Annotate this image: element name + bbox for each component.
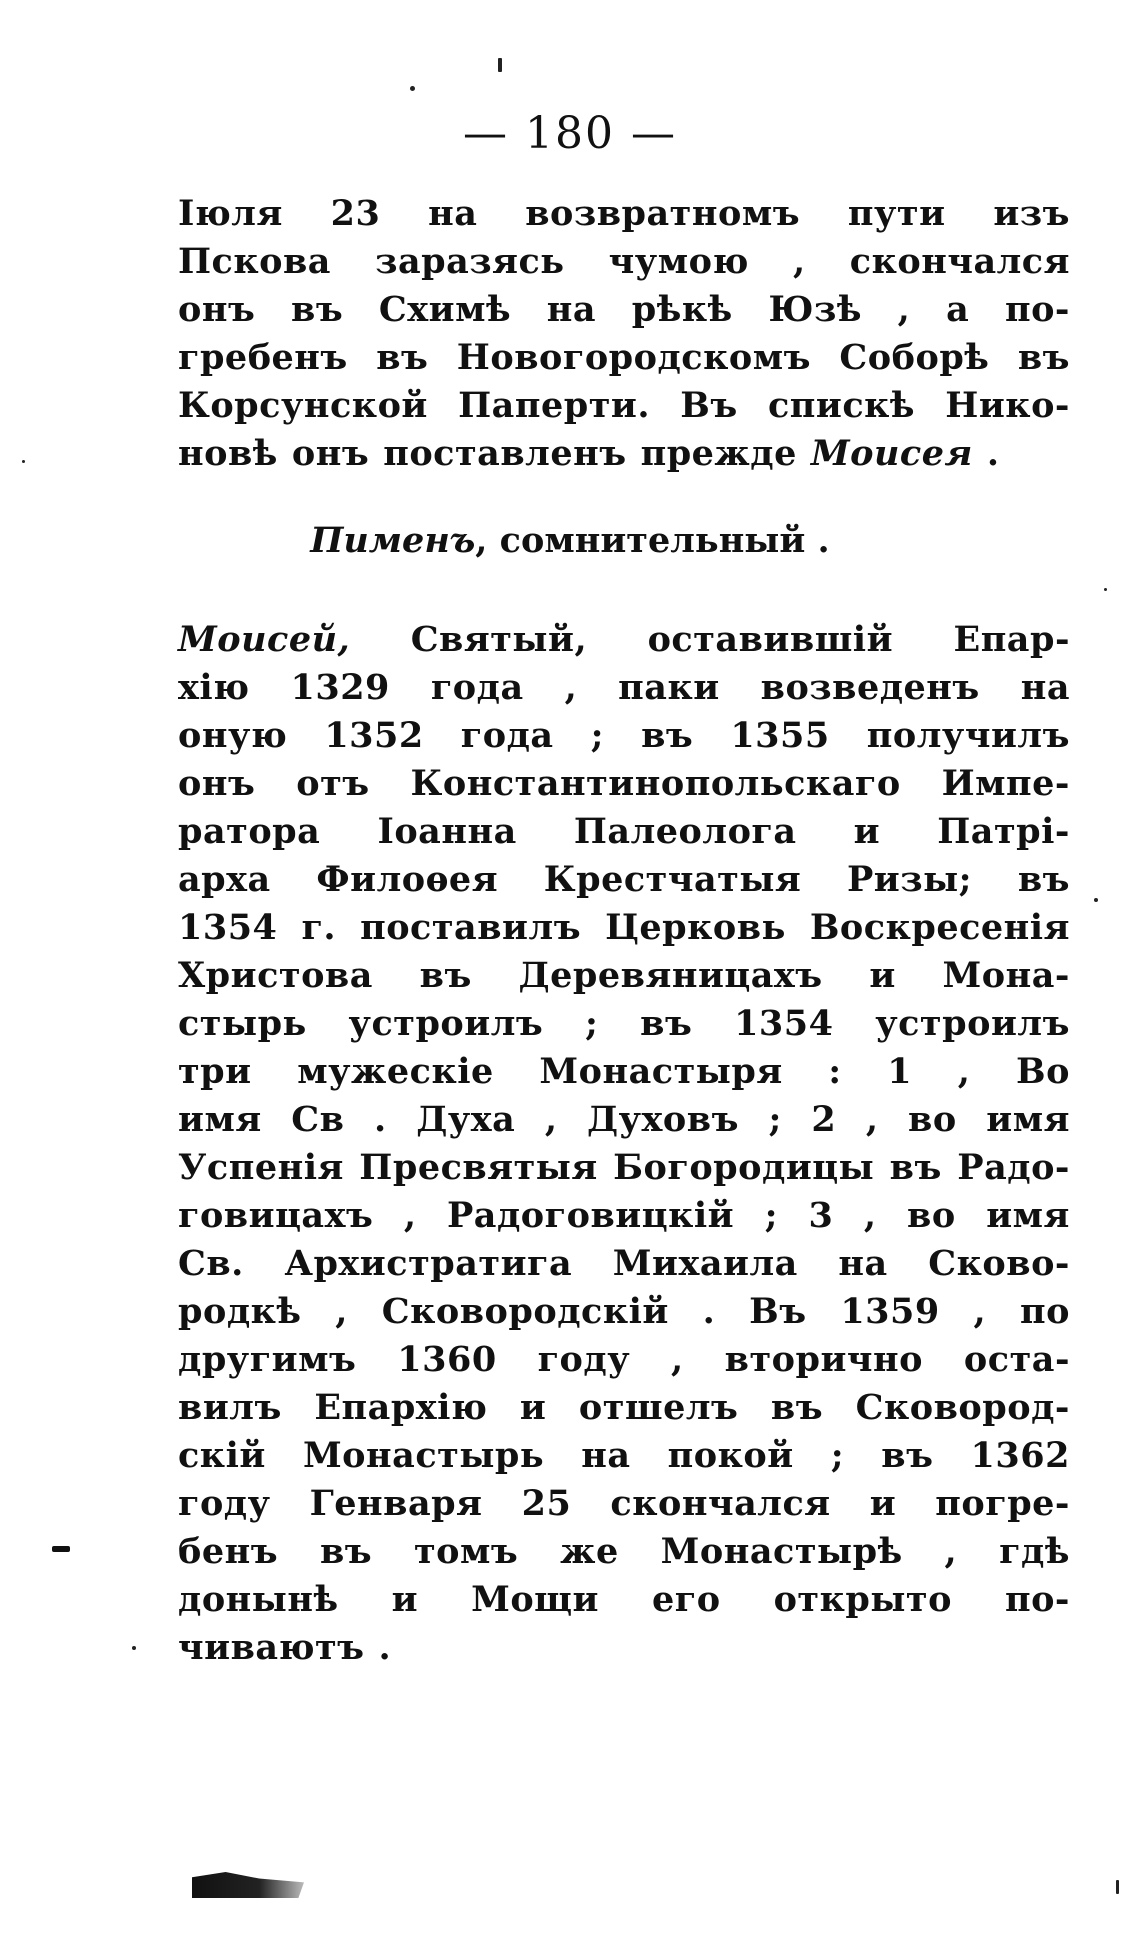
- word: ,: [865, 1099, 879, 1140]
- word: ,: [403, 1195, 417, 1236]
- word: въ: [640, 1003, 693, 1044]
- word: Новогородскомъ: [456, 337, 811, 378]
- word: Во: [1016, 1051, 1070, 1092]
- word: ,: [564, 667, 578, 708]
- scan-speck: [22, 460, 25, 463]
- word: въ: [376, 337, 429, 378]
- word: онъ: [178, 289, 256, 330]
- word: паки: [618, 667, 720, 708]
- word: Въ: [680, 385, 738, 426]
- heading-name: Пименъ: [310, 520, 476, 561]
- word: г.: [301, 907, 337, 948]
- word: пути: [847, 193, 946, 234]
- word: поставленъ: [383, 433, 627, 474]
- word: во: [908, 1099, 957, 1140]
- word: Паперти.: [458, 385, 651, 426]
- word: получилъ: [866, 715, 1070, 756]
- word: Богородицы: [613, 1147, 875, 1188]
- word: чиваютъ: [178, 1627, 365, 1668]
- word: возвратномъ: [525, 193, 801, 234]
- word: Крестчатыя: [543, 859, 802, 900]
- word: Іюля: [178, 193, 283, 234]
- word: и: [519, 1387, 547, 1428]
- word: возведенъ: [760, 667, 980, 708]
- word: на: [428, 193, 478, 234]
- word: на: [581, 1435, 631, 1476]
- word: донынѣ: [178, 1579, 339, 1620]
- word: гребенъ: [178, 337, 348, 378]
- word: Мона-: [942, 955, 1070, 996]
- word: Монастырѣ: [660, 1531, 903, 1572]
- text-line: [178, 1480, 1070, 1528]
- word: оставившій: [647, 619, 894, 660]
- word: Константинопольскаго: [410, 763, 901, 804]
- text-line: [178, 952, 1070, 1000]
- word: Христова: [178, 955, 373, 996]
- word: и: [853, 811, 881, 852]
- word: же: [560, 1531, 619, 1572]
- word: и: [869, 955, 896, 996]
- word: въ: [1017, 859, 1070, 900]
- word: въ: [291, 289, 344, 330]
- word: вторично: [724, 1339, 924, 1380]
- word: заразясь: [375, 241, 565, 282]
- word: по: [1019, 1291, 1070, 1332]
- text-line: [178, 1288, 1070, 1336]
- word: Соборѣ: [839, 337, 990, 378]
- word: ,: [944, 1531, 958, 1572]
- scan-speck: [1104, 588, 1107, 591]
- word: Ризы;: [846, 859, 973, 900]
- scan-speck: [1116, 1880, 1119, 1894]
- word: .: [986, 433, 1000, 474]
- word: Воскресенія: [809, 907, 1070, 948]
- word: году: [537, 1339, 631, 1380]
- word: Деревяницахъ: [518, 955, 823, 996]
- word: Церковь: [605, 907, 786, 948]
- word: на: [1020, 667, 1070, 708]
- scan-speck: [498, 58, 502, 72]
- text-line: [178, 1192, 1070, 1240]
- word: его: [652, 1579, 721, 1620]
- word: Духовъ: [587, 1099, 739, 1140]
- word: Патрі-: [937, 811, 1070, 852]
- word: Схимѣ: [378, 289, 512, 330]
- word: Мощи: [471, 1579, 599, 1620]
- word: томъ: [413, 1531, 519, 1572]
- text-line: [178, 286, 1070, 334]
- word: 3: [808, 1195, 834, 1236]
- word: 1362: [970, 1435, 1070, 1476]
- text-line: [178, 1384, 1070, 1432]
- word: стырь: [178, 1003, 307, 1044]
- scan-mark: [52, 1546, 70, 1552]
- word: ,: [671, 1339, 684, 1380]
- text-line: [178, 904, 1070, 952]
- word: по-: [1004, 1579, 1070, 1620]
- scan-smudge: [192, 1872, 304, 1898]
- scan-speck: [410, 86, 415, 91]
- word: въ: [319, 1531, 373, 1572]
- word: 23: [330, 193, 381, 234]
- word: 1329: [290, 667, 390, 708]
- word: другимъ: [178, 1339, 357, 1380]
- word: ;: [590, 715, 605, 756]
- text-line: [178, 1048, 1070, 1096]
- word: ;: [585, 1003, 599, 1044]
- word: ,: [897, 289, 911, 330]
- paragraph-2: [178, 616, 1070, 1672]
- word: Нико-: [945, 385, 1070, 426]
- word: Сково-: [928, 1243, 1070, 1284]
- word: году: [178, 1483, 271, 1524]
- word: Іоанна: [377, 811, 517, 852]
- text-line: [178, 664, 1070, 712]
- word: и: [391, 1579, 419, 1620]
- scan-speck: [132, 1646, 136, 1650]
- word: отшелъ: [578, 1387, 739, 1428]
- text-line: [178, 1000, 1070, 1048]
- word: 2: [811, 1099, 837, 1140]
- word: погре-: [935, 1483, 1070, 1524]
- word: въ: [419, 955, 472, 996]
- word: оста-: [963, 1339, 1070, 1380]
- word: Юзѣ: [768, 289, 862, 330]
- word: на: [546, 289, 597, 330]
- word: ,: [544, 1099, 558, 1140]
- text-line: [178, 616, 1070, 664]
- word: онъ: [178, 763, 256, 804]
- text-line: [178, 1624, 1070, 1672]
- word: въ: [889, 1147, 942, 1188]
- word: Пскова: [178, 241, 331, 282]
- text-line: [178, 382, 1070, 430]
- word: прежде: [640, 433, 797, 474]
- word: спискѣ: [767, 385, 916, 426]
- word: 1352: [324, 715, 424, 756]
- word: 1359: [840, 1291, 940, 1332]
- word: изъ: [993, 193, 1070, 234]
- word: во: [907, 1195, 956, 1236]
- word: :: [828, 1051, 842, 1092]
- word: Въ: [749, 1291, 807, 1332]
- text-line: [178, 1144, 1070, 1192]
- word: бенъ: [178, 1531, 279, 1572]
- word: чумою: [608, 241, 749, 282]
- word: Епархію: [314, 1387, 488, 1428]
- word: открыто: [773, 1579, 952, 1620]
- word: Радо-: [957, 1147, 1070, 1188]
- word: онъ: [291, 433, 370, 474]
- word: ;: [768, 1099, 782, 1140]
- heading-rest: , сомнительный .: [475, 520, 830, 561]
- word: Корсунской: [178, 385, 428, 426]
- word: новѣ: [178, 433, 278, 474]
- text-line: [178, 430, 1070, 478]
- word: говицахъ: [178, 1195, 374, 1236]
- word: отъ: [296, 763, 370, 804]
- word: Палеолога: [573, 811, 797, 852]
- word: хію: [178, 667, 250, 708]
- word: ,: [335, 1291, 348, 1332]
- word: Монастырь: [302, 1435, 545, 1476]
- word: ,: [863, 1195, 877, 1236]
- word: Сковород-: [855, 1387, 1070, 1428]
- word: .: [702, 1291, 716, 1332]
- word: скончался: [610, 1483, 831, 1524]
- word: мужескіе: [297, 1051, 494, 1092]
- word: ратора: [178, 811, 321, 852]
- word: имя: [178, 1099, 262, 1140]
- text-line: [178, 1576, 1070, 1624]
- page-number: — 180 —: [463, 108, 677, 159]
- word: ;: [830, 1435, 845, 1476]
- word: а: [946, 289, 970, 330]
- word: .: [373, 1099, 387, 1140]
- text-line: [178, 1240, 1070, 1288]
- word: имя: [986, 1195, 1070, 1236]
- text-line: [178, 760, 1070, 808]
- word: Пресвятыя: [359, 1147, 598, 1188]
- word: Моисей,: [178, 619, 351, 660]
- text-line: [178, 1528, 1070, 1576]
- text-line: [178, 808, 1070, 856]
- word: имя: [986, 1099, 1070, 1140]
- word: родкѣ: [178, 1291, 302, 1332]
- word: 25: [521, 1483, 572, 1524]
- text-line: [178, 190, 1070, 238]
- word: въ: [1017, 337, 1070, 378]
- word: по-: [1004, 289, 1070, 330]
- word: рѣкѣ: [631, 289, 733, 330]
- word: арха: [178, 859, 271, 900]
- word: оную: [178, 715, 288, 756]
- word: въ: [770, 1387, 824, 1428]
- word: Филоѳея: [316, 859, 499, 900]
- word: ,: [973, 1291, 987, 1332]
- word: скончался: [849, 241, 1070, 282]
- word: Успенія: [178, 1147, 344, 1188]
- word: 1: [887, 1051, 913, 1092]
- word: Михаила: [612, 1243, 798, 1284]
- word: на: [838, 1243, 888, 1284]
- word: Генваря: [309, 1483, 483, 1524]
- word: 1360: [397, 1339, 497, 1380]
- word: ,: [957, 1051, 971, 1092]
- word: поставилъ: [360, 907, 582, 948]
- word: Епар-: [953, 619, 1070, 660]
- text-line: [178, 1336, 1070, 1384]
- text-line: [178, 334, 1070, 382]
- word: устроилъ: [348, 1003, 544, 1044]
- word: гдѣ: [999, 1531, 1070, 1572]
- word: три: [178, 1051, 252, 1092]
- paragraph-1: [178, 190, 1070, 478]
- word: Св.: [178, 1243, 244, 1284]
- word: въ: [641, 715, 694, 756]
- word: вилъ: [178, 1387, 282, 1428]
- word: года: [430, 667, 524, 708]
- word: .: [378, 1627, 392, 1668]
- word: ,: [792, 241, 806, 282]
- word: 1354: [178, 907, 278, 948]
- word: года: [460, 715, 554, 756]
- word: Св: [291, 1099, 345, 1140]
- word: устроилъ: [875, 1003, 1070, 1044]
- text-line: [178, 856, 1070, 904]
- text-line: [178, 1432, 1070, 1480]
- word: 1354: [734, 1003, 834, 1044]
- text-line: [178, 238, 1070, 286]
- text-line: [178, 1096, 1070, 1144]
- word: Духа: [416, 1099, 516, 1140]
- word: Радоговицкій: [446, 1195, 735, 1236]
- word: Архистратига: [284, 1243, 573, 1284]
- word: Монастыря: [539, 1051, 783, 1092]
- word: Импе-: [941, 763, 1070, 804]
- word: скій: [178, 1435, 266, 1476]
- word: 1355: [730, 715, 830, 756]
- word: Святый,: [410, 619, 588, 660]
- word: и: [869, 1483, 897, 1524]
- word: Моисея: [810, 433, 973, 474]
- word: въ: [881, 1435, 934, 1476]
- word: покой: [667, 1435, 794, 1476]
- scan-speck: [1094, 898, 1098, 902]
- word: ;: [764, 1195, 779, 1236]
- word: Сковородскій: [381, 1291, 669, 1332]
- text-line: [178, 712, 1070, 760]
- section-heading: [0, 520, 1140, 561]
